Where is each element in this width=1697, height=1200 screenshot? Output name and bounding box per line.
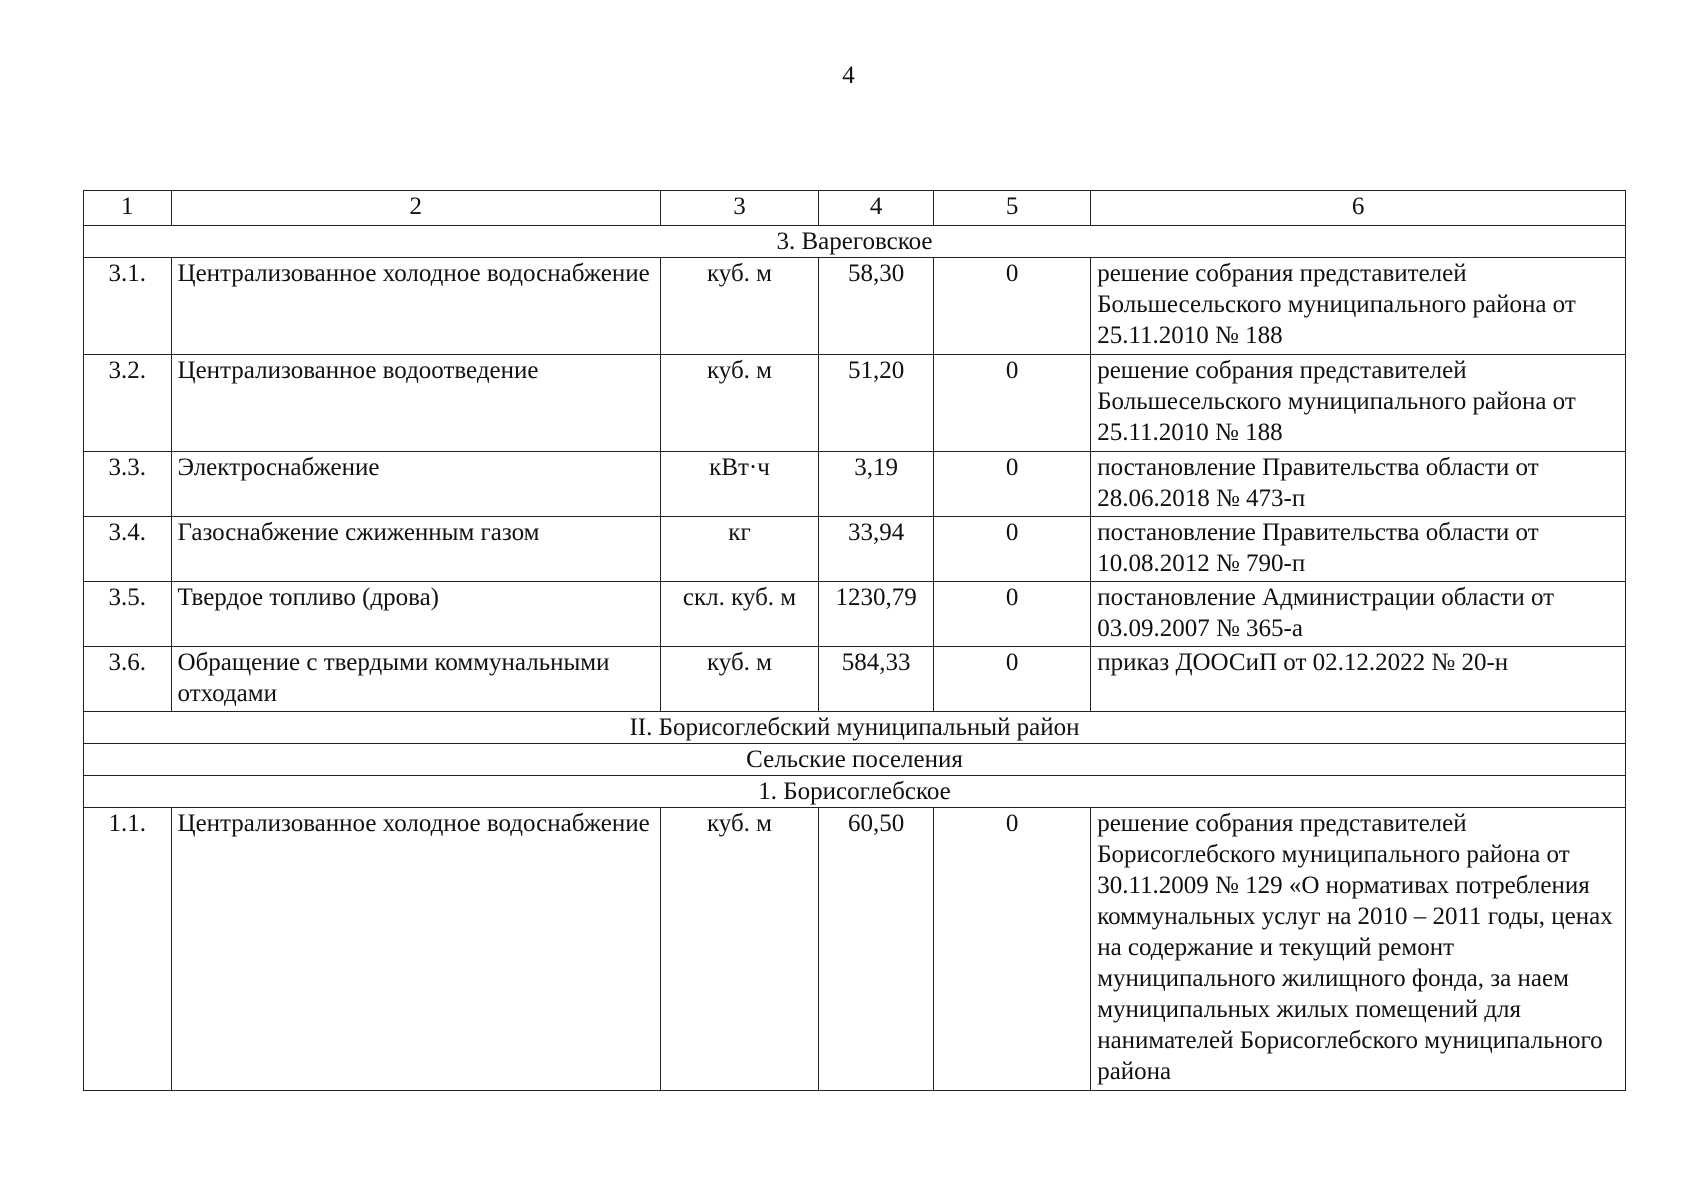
service-name: Централизованное водоотведение bbox=[171, 355, 660, 452]
row-number: 3.3. bbox=[84, 452, 172, 517]
norm-value: 60,50 bbox=[819, 808, 934, 1091]
header-cell: 5 bbox=[934, 191, 1091, 226]
unit: куб. м bbox=[660, 808, 818, 1091]
header-cell: 4 bbox=[819, 191, 934, 226]
column-5-value: 0 bbox=[934, 517, 1091, 582]
section-row bbox=[84, 226, 1626, 258]
norm-value: 584,33 bbox=[819, 647, 934, 712]
legal-basis: решение собрания представителей Борисоглебского муниципального района от 30.11.2009 № 129 «О нормативах потребления коммунальных услуг на 2010 – 2011 годы, ценах на содержание и текущий ремонт муниципального жилищного фонда, за наем муниципальных жилых помещений для нанимателей Борисоглебского муниципального района bbox=[1091, 808, 1626, 1091]
unit: кВт·ч bbox=[660, 452, 818, 517]
column-5-value: 0 bbox=[934, 647, 1091, 712]
header-cell: 2 bbox=[171, 191, 660, 226]
column-5-value: 0 bbox=[934, 452, 1091, 517]
unit: кг bbox=[660, 517, 818, 582]
table-row bbox=[84, 808, 1626, 1091]
service-name: Обращение с твердыми коммунальными отходами bbox=[171, 647, 660, 712]
service-name: Централизованное холодное водоснабжение bbox=[171, 258, 660, 355]
legal-basis: приказ ДООСиП от 02.12.2022 № 20-н bbox=[1091, 647, 1626, 712]
legal-basis: постановление Администрации области от 03.09.2007 № 365-а bbox=[1091, 582, 1626, 647]
norm-value: 1230,79 bbox=[819, 582, 934, 647]
legal-basis: постановление Правительства области от 28.06.2018 № 473-п bbox=[1091, 452, 1626, 517]
column-5-value: 0 bbox=[934, 258, 1091, 355]
unit: куб. м bbox=[660, 258, 818, 355]
service-name: Твердое топливо (дрова) bbox=[171, 582, 660, 647]
header-cell: 6 bbox=[1091, 191, 1626, 226]
table-row bbox=[84, 452, 1626, 517]
section-row bbox=[84, 712, 1626, 744]
unit: скл. куб. м bbox=[660, 582, 818, 647]
column-5-value: 0 bbox=[934, 808, 1091, 1091]
row-number: 3.5. bbox=[84, 582, 172, 647]
table-header-row bbox=[84, 191, 1626, 226]
table-row bbox=[84, 647, 1626, 712]
section-title: II. Борисоглебский муниципальный район bbox=[84, 712, 1626, 744]
header-cell: 1 bbox=[84, 191, 172, 226]
table-row bbox=[84, 355, 1626, 452]
table-row bbox=[84, 258, 1626, 355]
section-title: 3. Вареговское bbox=[84, 226, 1626, 258]
row-number: 3.2. bbox=[84, 355, 172, 452]
norm-value: 58,30 bbox=[819, 258, 934, 355]
table-row bbox=[84, 582, 1626, 647]
norm-value: 51,20 bbox=[819, 355, 934, 452]
row-number: 3.4. bbox=[84, 517, 172, 582]
unit: куб. м bbox=[660, 355, 818, 452]
legal-basis: постановление Правительства области от 10.08.2012 № 790-п bbox=[1091, 517, 1626, 582]
legal-basis: решение собрания представителей Большесельского муниципального района от 25.11.2010 № 188 bbox=[1091, 355, 1626, 452]
table-row bbox=[84, 517, 1626, 582]
service-name: Централизованное холодное водоснабжение bbox=[171, 808, 660, 1091]
service-name: Газоснабжение сжиженным газом bbox=[171, 517, 660, 582]
section-row bbox=[84, 776, 1626, 808]
norms-table bbox=[83, 190, 1626, 1091]
section-row bbox=[84, 744, 1626, 776]
row-number: 3.1. bbox=[84, 258, 172, 355]
section-title: 1. Борисоглебское bbox=[84, 776, 1626, 808]
legal-basis: решение собрания представителей Большесельского муниципального района от 25.11.2010 № 188 bbox=[1091, 258, 1626, 355]
column-5-value: 0 bbox=[934, 355, 1091, 452]
row-number: 1.1. bbox=[84, 808, 172, 1091]
norm-value: 33,94 bbox=[819, 517, 934, 582]
row-number: 3.6. bbox=[84, 647, 172, 712]
column-5-value: 0 bbox=[934, 582, 1091, 647]
norm-value: 3,19 bbox=[819, 452, 934, 517]
service-name: Электроснабжение bbox=[171, 452, 660, 517]
page-number: 4 bbox=[842, 62, 855, 89]
section-title: Сельские поселения bbox=[84, 744, 1626, 776]
unit: куб. м bbox=[660, 647, 818, 712]
header-cell: 3 bbox=[660, 191, 818, 226]
